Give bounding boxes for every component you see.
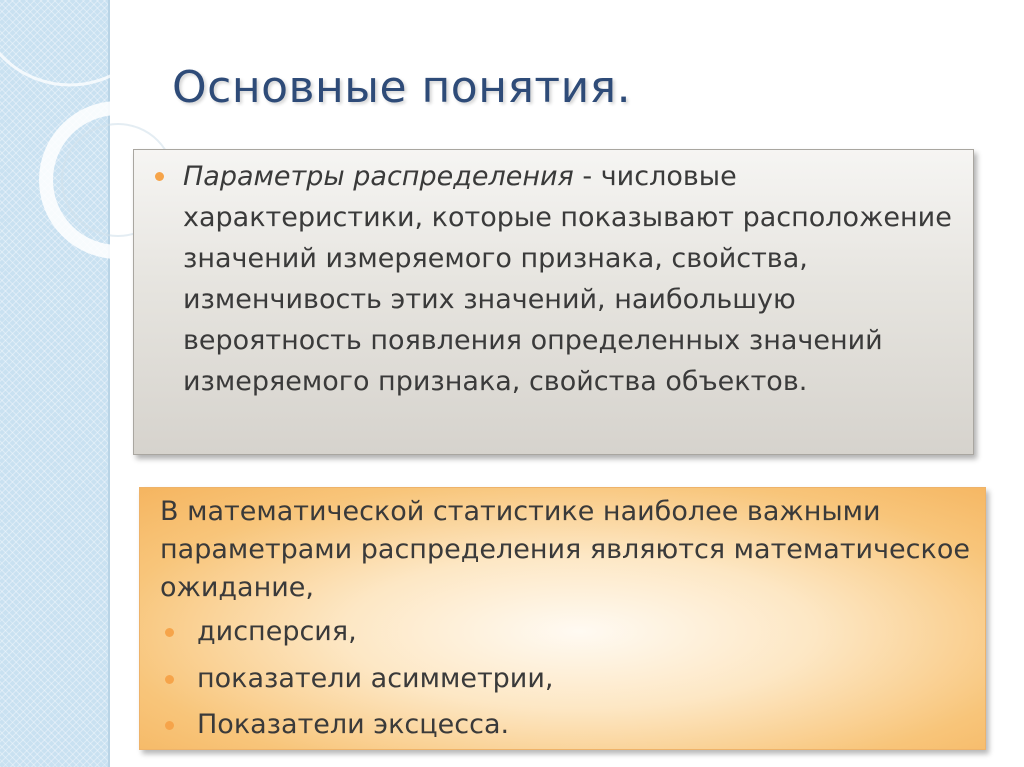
definition-text: числовые характеристики, которые показывают расположение значений измеряемого признака, свойства, изменчивость этих значений, наибольшую вероятность появления определенных значений измеряемого признака, свойства объектов. [183,161,952,397]
bullet-icon [165,675,174,684]
slide-title: Основные понятия. [172,62,632,113]
definition-separator: - [573,161,601,192]
decorative-ring-large [0,0,165,85]
list-item-variance: дисперсия, [197,616,357,647]
list-item-skewness: показатели асимметрии, [197,663,554,694]
definition-paragraph [183,156,963,402]
list-item-kurtosis: Показатели эксцесса. [197,709,510,740]
bullet-icon [165,628,174,637]
definition-term: Параметры распределения [183,161,574,192]
bullet-icon [155,172,164,181]
statistics-lead: В математической статистике наиболее важными параметрами распределения являются математическое ожидание, [160,496,970,603]
bullet-icon [165,721,174,730]
